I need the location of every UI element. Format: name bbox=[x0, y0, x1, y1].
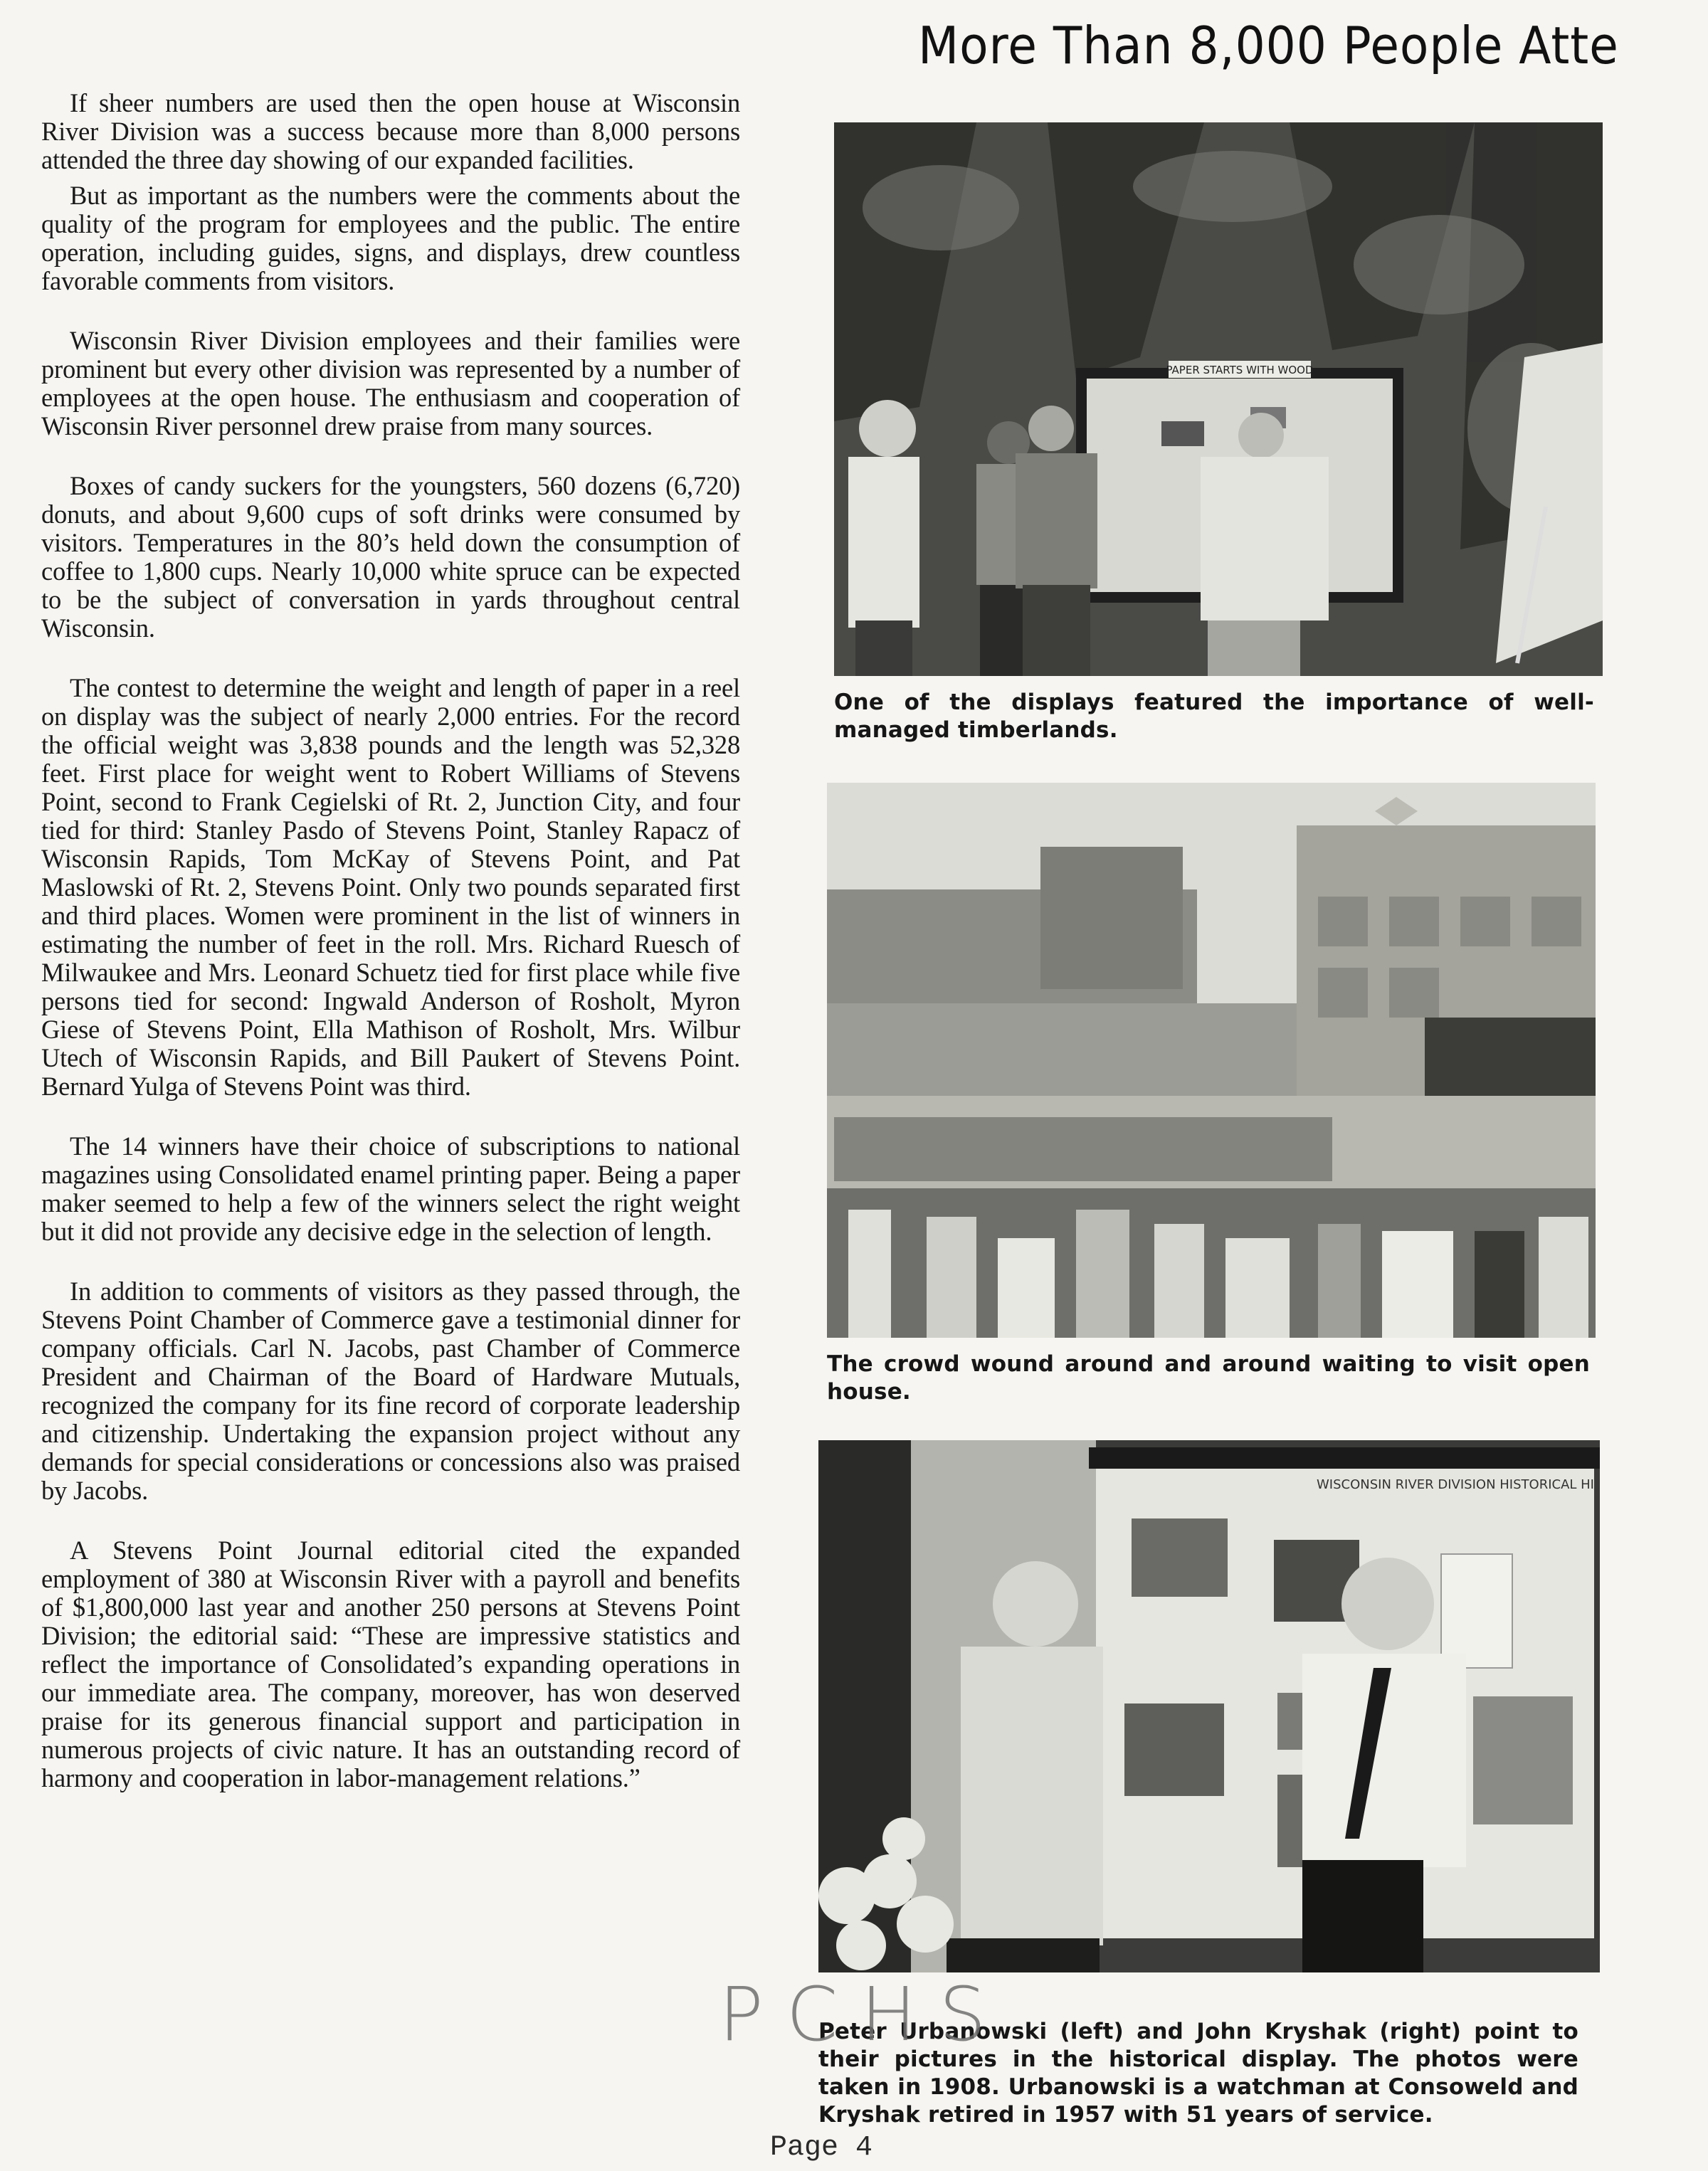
article-paragraph: If sheer numbers are used then the open house at Wisconsin River Division was a success because more than 8,000 persons attended the three day showing of our expanded facilities. bbox=[41, 88, 740, 174]
article-paragraph: The contest to determine the weight and length of paper in a reel on display was the subject of nearly 2,000 entries. For the record the official weight was 3,838 pounds and the length was 52,328 feet. First place for weight went to Robert Williams of Stevens Point, second to Frank Cegielski of Rt. 2, Junction City, and four tied for third: Stanley Pasdo of Stevens Point, Stanley Rapacz of Wisconsin Rapids, Tom McKay of Stevens Point, and Pat Maslowski of Rt. 2, Stevens Point. Only two pounds separated first and third places. Women were prominent in the list of winners in estimating the number of feet in the roll. Mrs. Richard Ruesch of Milwaukee and Mrs. Leonard Schuetz tied for first place while five persons tied for second: Ingwald Anderson of Rosholt, Myron Giese of Stevens Point, Ella Mathison of Rosholt, Mrs. Wilbur Utech of Wisconsin Rapids, and Bill Paukert of Stevens Point. Bernard Yulga of Stevens Point was third. bbox=[41, 673, 740, 1101]
article-paragraph: In addition to comments of visitors as they passed through, the Stevens Point Chamber of Commerce gave a testimonial dinner for company officials. Carl N. Jacobs, past Chamber of Commerce President and Chairman of the Board of Hardware Mutuals, recognized the company for its fine record of corporate leadership and citizenship. Undertaking the expansion project without any demands for special considerations or concessions also was praised by Jacobs. bbox=[41, 1277, 740, 1505]
photo-historical-display bbox=[818, 1440, 1600, 1972]
photo-historical-image bbox=[818, 1440, 1600, 1972]
watermark-pchs: PCHS bbox=[719, 1971, 1009, 2058]
photo-timberland-image bbox=[834, 122, 1603, 676]
article-paragraph: But as important as the numbers were the comments about the quality of the program for employees and the public. The entire operation, including guides, signs, and displays, drew countless favorable comments from visitors. bbox=[41, 181, 740, 295]
photo-crowd-line bbox=[827, 783, 1596, 1338]
photo-caption-historical: Peter Urbanowski (left) and John Kryshak (right) point to their pictures in the historical display. The photos were taken in 1908. Urbanowski is a watchman at Consoweld and Kryshak retired in 1957 with 51 years of service. bbox=[818, 2019, 1578, 2128]
photo-crowd-image bbox=[827, 783, 1596, 1338]
photo-caption-crowd: The crowd wound around and around waiting to visit open house. bbox=[827, 1351, 1590, 1405]
photo-timberland-display bbox=[834, 122, 1603, 676]
article-body bbox=[41, 89, 740, 1824]
page-number: Page 4 bbox=[770, 2132, 873, 2164]
article-paragraph: A Stevens Point Journal editorial cited the expanded employment of 380 at Wisconsin River with a payroll and benefits of $1,800,000 last year and another 250 persons at Stevens Point Division; the editorial said: “These are impressive statistics and reflect the importance of Consolidated’s expanding operations in our immediate area. The company, moreover, has won deserved praise for its generous financial support and participation in numerous projects of civic nature. It has an outstanding record of harmony and cooperation in labor-management relations.” bbox=[41, 1536, 740, 1792]
article-paragraph: The 14 winners have their choice of subscriptions to national magazines using Consolidated enamel printing paper. Being a paper maker seemed to help a few of the winners select the right weight but it did not provide any decisive edge in the selection of length. bbox=[41, 1131, 740, 1246]
photo-caption-timberland: One of the displays featured the importance of well-managed timberlands. bbox=[834, 690, 1594, 743]
article-paragraph: Boxes of candy suckers for the youngsters, 560 dozens (6,720) donuts, and about 9,600 cups of soft drinks were consumed by visitors. Temperatures in the 80’s held down the consumption of coffee to 1,800 cups. Nearly 10,000 white spruce can be expected to be the subject of conversation in yards throughout central Wisconsin. bbox=[41, 471, 740, 643]
article-headline: More Than 8,000 People Atte bbox=[918, 16, 1619, 75]
historical-sign-text: WISCONSIN RIVER DIVISION HISTORICAL HI bbox=[1317, 1477, 1594, 1492]
article-paragraph: Wisconsin River Division employees and their families were prominent but every other division was represented by a number of employees at the open house. The enthusiasm and cooperation of Wisconsin River personnel drew praise from many sources. bbox=[41, 326, 740, 440]
display-sign-text: PAPER STARTS WITH WOOD bbox=[1166, 364, 1314, 376]
